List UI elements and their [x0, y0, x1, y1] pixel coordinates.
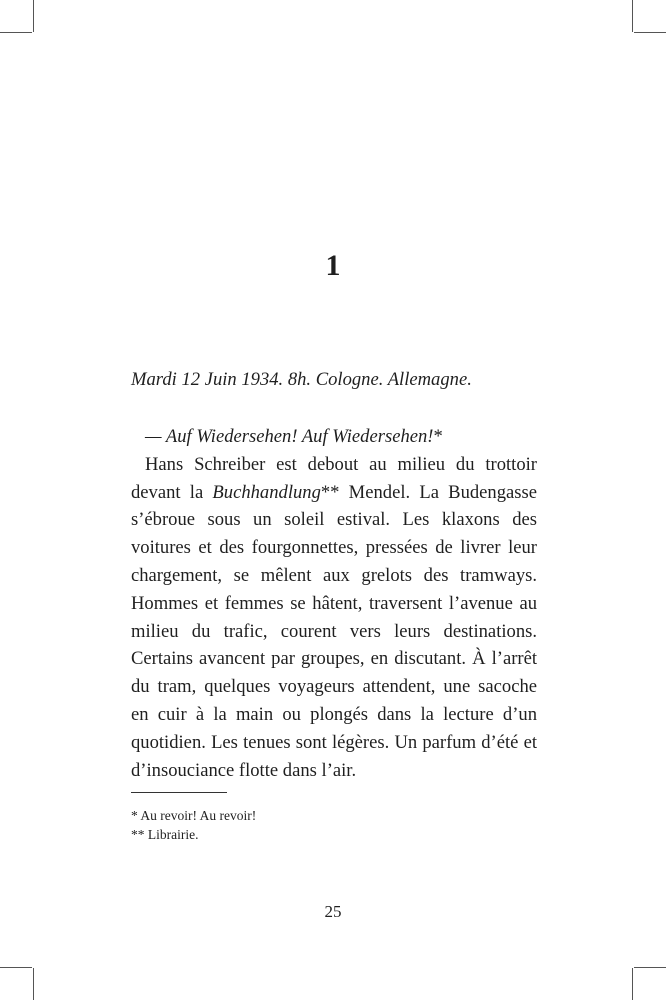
footnote-1: * Au revoir! Au revoir! [131, 808, 257, 823]
footnote-2: ** Librairie. [131, 827, 199, 842]
crop-mark-top-right [632, 0, 633, 32]
footnote-marker-2: ** [320, 481, 340, 503]
body-text [131, 423, 537, 784]
crop-mark-bottom-left [33, 968, 34, 1000]
foreign-term: Buchhandlung [212, 481, 321, 503]
chapter-number: 1 [325, 249, 341, 282]
paragraph-rest: Mendel. La Budengasse s’ébroue sous un soleil estival. Les klaxons des voitures et des fourgonnettes, pressées de livrer leur chargement, se mêlent aux grelots des tramways. Hommes et femmes se hâtent, traversent l’avenue au milieu du trafic, courent vers leurs destinations. Certains avancent par groupes, en discutant. À l’arrêt du tram, quelques voyageurs attendent, une sacoche en cuir à la main ou plongés dans la lecture d’un quotidien. Les tenues sont légères. Un parfum d’été et d’insouciance flotte dans l’air. [131, 481, 537, 781]
dialogue-line [131, 423, 537, 451]
crop-mark-bottom-right [632, 968, 633, 1000]
paragraph [131, 451, 537, 785]
footnote-marker-1: * [433, 426, 443, 447]
crop-mark-bottom-left-h [0, 967, 32, 968]
dialogue-text: — Auf Wiedersehen! Auf Wiedersehen! [145, 426, 434, 447]
footnote-divider [131, 792, 227, 793]
crop-mark-top-left [33, 0, 34, 32]
paragraph-start: Hans Schreiber est debout au milieu du trottoir devant la [131, 453, 537, 503]
dateline: Mardi 12 Juin 1934. 8h. Cologne. Allemagne. [131, 369, 472, 390]
crop-mark-top-right-h [634, 32, 666, 33]
page-number: 25 [324, 902, 342, 921]
crop-mark-top-left-h [0, 32, 32, 33]
footnotes [131, 806, 537, 844]
crop-mark-bottom-right-h [634, 967, 666, 968]
